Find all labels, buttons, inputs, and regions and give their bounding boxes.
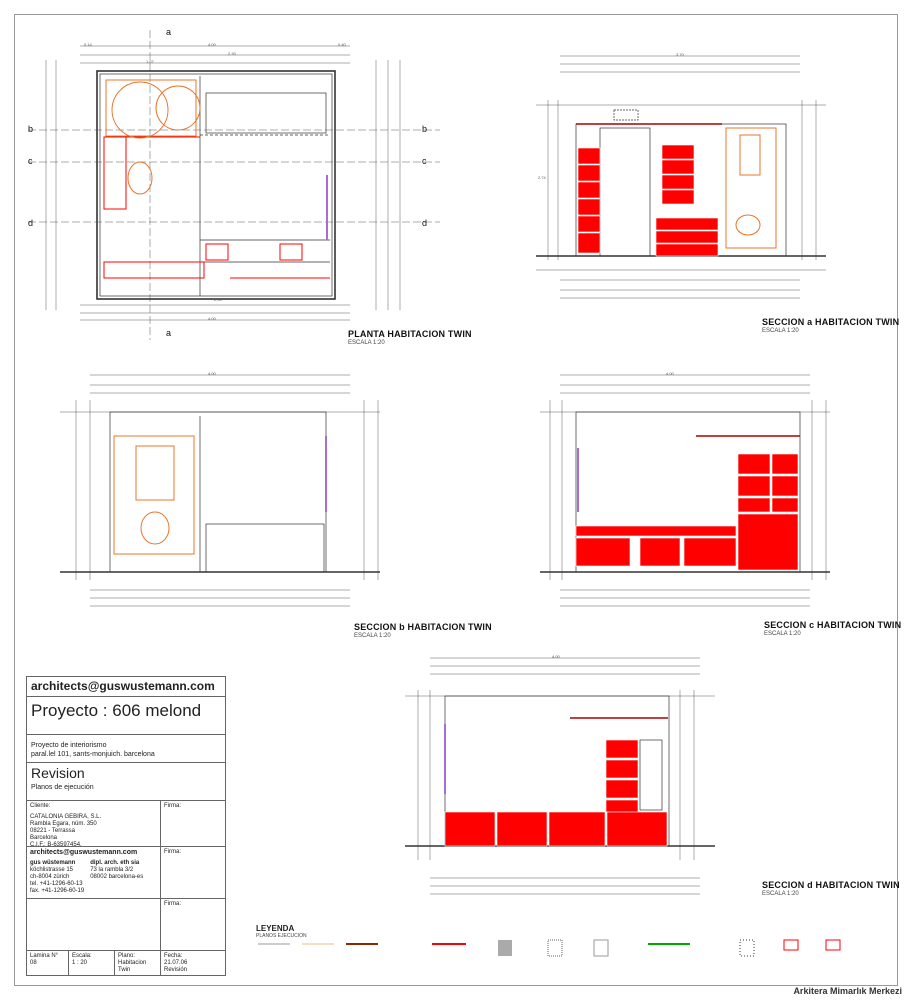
project-desc-line1: Proyecto de interiorismo: [31, 742, 107, 749]
project-name: Proyecto : 606 melond: [27, 697, 225, 735]
section-mark-c-right: c: [422, 156, 427, 166]
title-seccion-b: SECCION b HABITACION TWIN: [354, 622, 492, 632]
section-mark-b-left: b: [28, 124, 34, 134]
gus-tel: tel. +41-1296-60-13: [30, 881, 83, 887]
client-address2: 08221 - Terrassa: [30, 828, 75, 834]
client-name: CATALONIA GEBIRA, S.L.: [30, 814, 102, 820]
gus-street: köchlistrasse 15: [30, 867, 74, 873]
dim-total-sec-b: 4.00: [208, 371, 216, 376]
section-mark-a-bottom: a: [166, 328, 172, 338]
client-label: Cliente:: [30, 803, 51, 809]
watermark: Arkitera Mimarlık Merkezi: [793, 986, 902, 996]
fecha-cell: [161, 951, 225, 975]
gus-city: ch-8004 zürich: [30, 874, 70, 880]
architect-email-2: architects@guswustemann.com: [30, 849, 138, 856]
sec-d-red-furniture: [445, 740, 667, 846]
revision-label: Revisión: [164, 967, 188, 973]
plano-value: Habitacion Twin: [118, 960, 147, 973]
plano-label: Plano:: [118, 953, 136, 959]
fecha-label: Fecha:: [164, 953, 183, 959]
client-cell: [27, 801, 161, 847]
dim-total-top: 4.00: [208, 42, 216, 47]
title-planta: PLANTA HABITACION TWIN: [348, 329, 472, 339]
dim-040-top: 0.40: [338, 42, 346, 47]
revision-block: [27, 763, 225, 801]
scale-seccion-c: ESCALA 1:20: [764, 631, 801, 637]
dim-290-bottom: 2.90: [214, 297, 222, 302]
gus-fax: fax. +41-1296-60-19: [30, 888, 85, 894]
escala-label: Escala:: [72, 953, 92, 959]
empty-cell: [27, 899, 161, 951]
scale-seccion-d: ESCALA 1:20: [762, 891, 799, 897]
plano-cell: [115, 951, 161, 975]
dipl-street: 73 la rambla 3/2: [90, 867, 134, 873]
title-seccion-a: SECCION a HABITACION TWIN: [762, 317, 900, 327]
dim-233-top: 2.33: [228, 51, 236, 56]
planta-drawing: [28, 30, 440, 340]
dipl-city: 08002 barcelona-es: [90, 874, 144, 880]
dim-370-sec-a: 3.70: [676, 52, 684, 57]
scale-seccion-a: ESCALA 1:20: [762, 328, 799, 334]
title-seccion-d: SECCION d HABITACION TWIN: [762, 880, 900, 890]
sec-a-orange-shower: [726, 128, 776, 248]
lamina-label: Lamina N°: [30, 953, 59, 959]
section-mark-d-right: d: [422, 218, 428, 228]
scale-seccion-b: ESCALA 1:20: [354, 633, 391, 639]
revision-heading: Revision: [31, 765, 85, 781]
client-cif: C.I.F.: B-63597454.: [30, 842, 82, 848]
client-city: Barcelona: [30, 835, 58, 841]
escala-cell: [69, 951, 115, 975]
info-row: [27, 951, 225, 975]
project-description: [27, 735, 225, 763]
architect-row: [27, 847, 225, 899]
client-address1: Rambla Egara, núm. 350: [30, 821, 97, 827]
dim-274-sec-a: 2.74: [538, 175, 546, 180]
sec-d-drawing: [405, 658, 715, 894]
lamina-cell: [27, 951, 69, 975]
title-block: [26, 676, 226, 976]
project-desc-line2: paral.lel 101, sants-monjuich. barcelona: [31, 751, 155, 758]
gus-name: gus wüstemann: [30, 860, 76, 866]
dim-167-top: 1.67: [146, 59, 154, 64]
sec-b-orange-shower: [114, 436, 194, 554]
architect-cell: [27, 847, 161, 899]
sec-a-red-cabinets: [578, 145, 718, 256]
scale-planta: ESCALA 1:20: [348, 340, 385, 346]
section-mark-d-left: d: [28, 218, 34, 228]
legend: [256, 924, 307, 939]
section-mark-b-right: b: [422, 124, 428, 134]
fecha-value: 21.07.06: [164, 960, 188, 966]
planta-red-elements: [104, 137, 330, 278]
dim-014-top: 0.14: [84, 42, 92, 47]
firma-label-2: Firma:: [164, 849, 181, 855]
dim-total-bottom: 4.00: [208, 316, 216, 321]
architect-email: architects@guswustemann.com: [27, 677, 225, 697]
sec-b-drawing: [60, 375, 380, 606]
empty-row: [27, 899, 225, 951]
dipl-title: dipl. arch. eth sia: [90, 860, 140, 866]
dim-total-sec-d: 4.00: [552, 654, 560, 659]
section-mark-a-top: a: [166, 27, 172, 37]
title-seccion-c: SECCION c HABITACION TWIN: [764, 620, 902, 630]
escala-value: 1 : 20: [72, 960, 88, 966]
sec-c-red-furniture: [576, 454, 798, 570]
dim-total-sec-c: 4.00: [666, 371, 674, 376]
legend-title: LEYENDA: [256, 924, 295, 933]
planos-label: Planos de ejecución: [31, 784, 94, 791]
client-row: [27, 801, 225, 847]
firma-label-3: Firma:: [164, 901, 181, 907]
section-mark-c-left: c: [28, 156, 33, 166]
firma-label-1: Firma:: [164, 803, 181, 809]
legend-subtitle: PLANOS EJECUCION: [256, 933, 307, 939]
lamina-number: 08: [30, 960, 37, 966]
